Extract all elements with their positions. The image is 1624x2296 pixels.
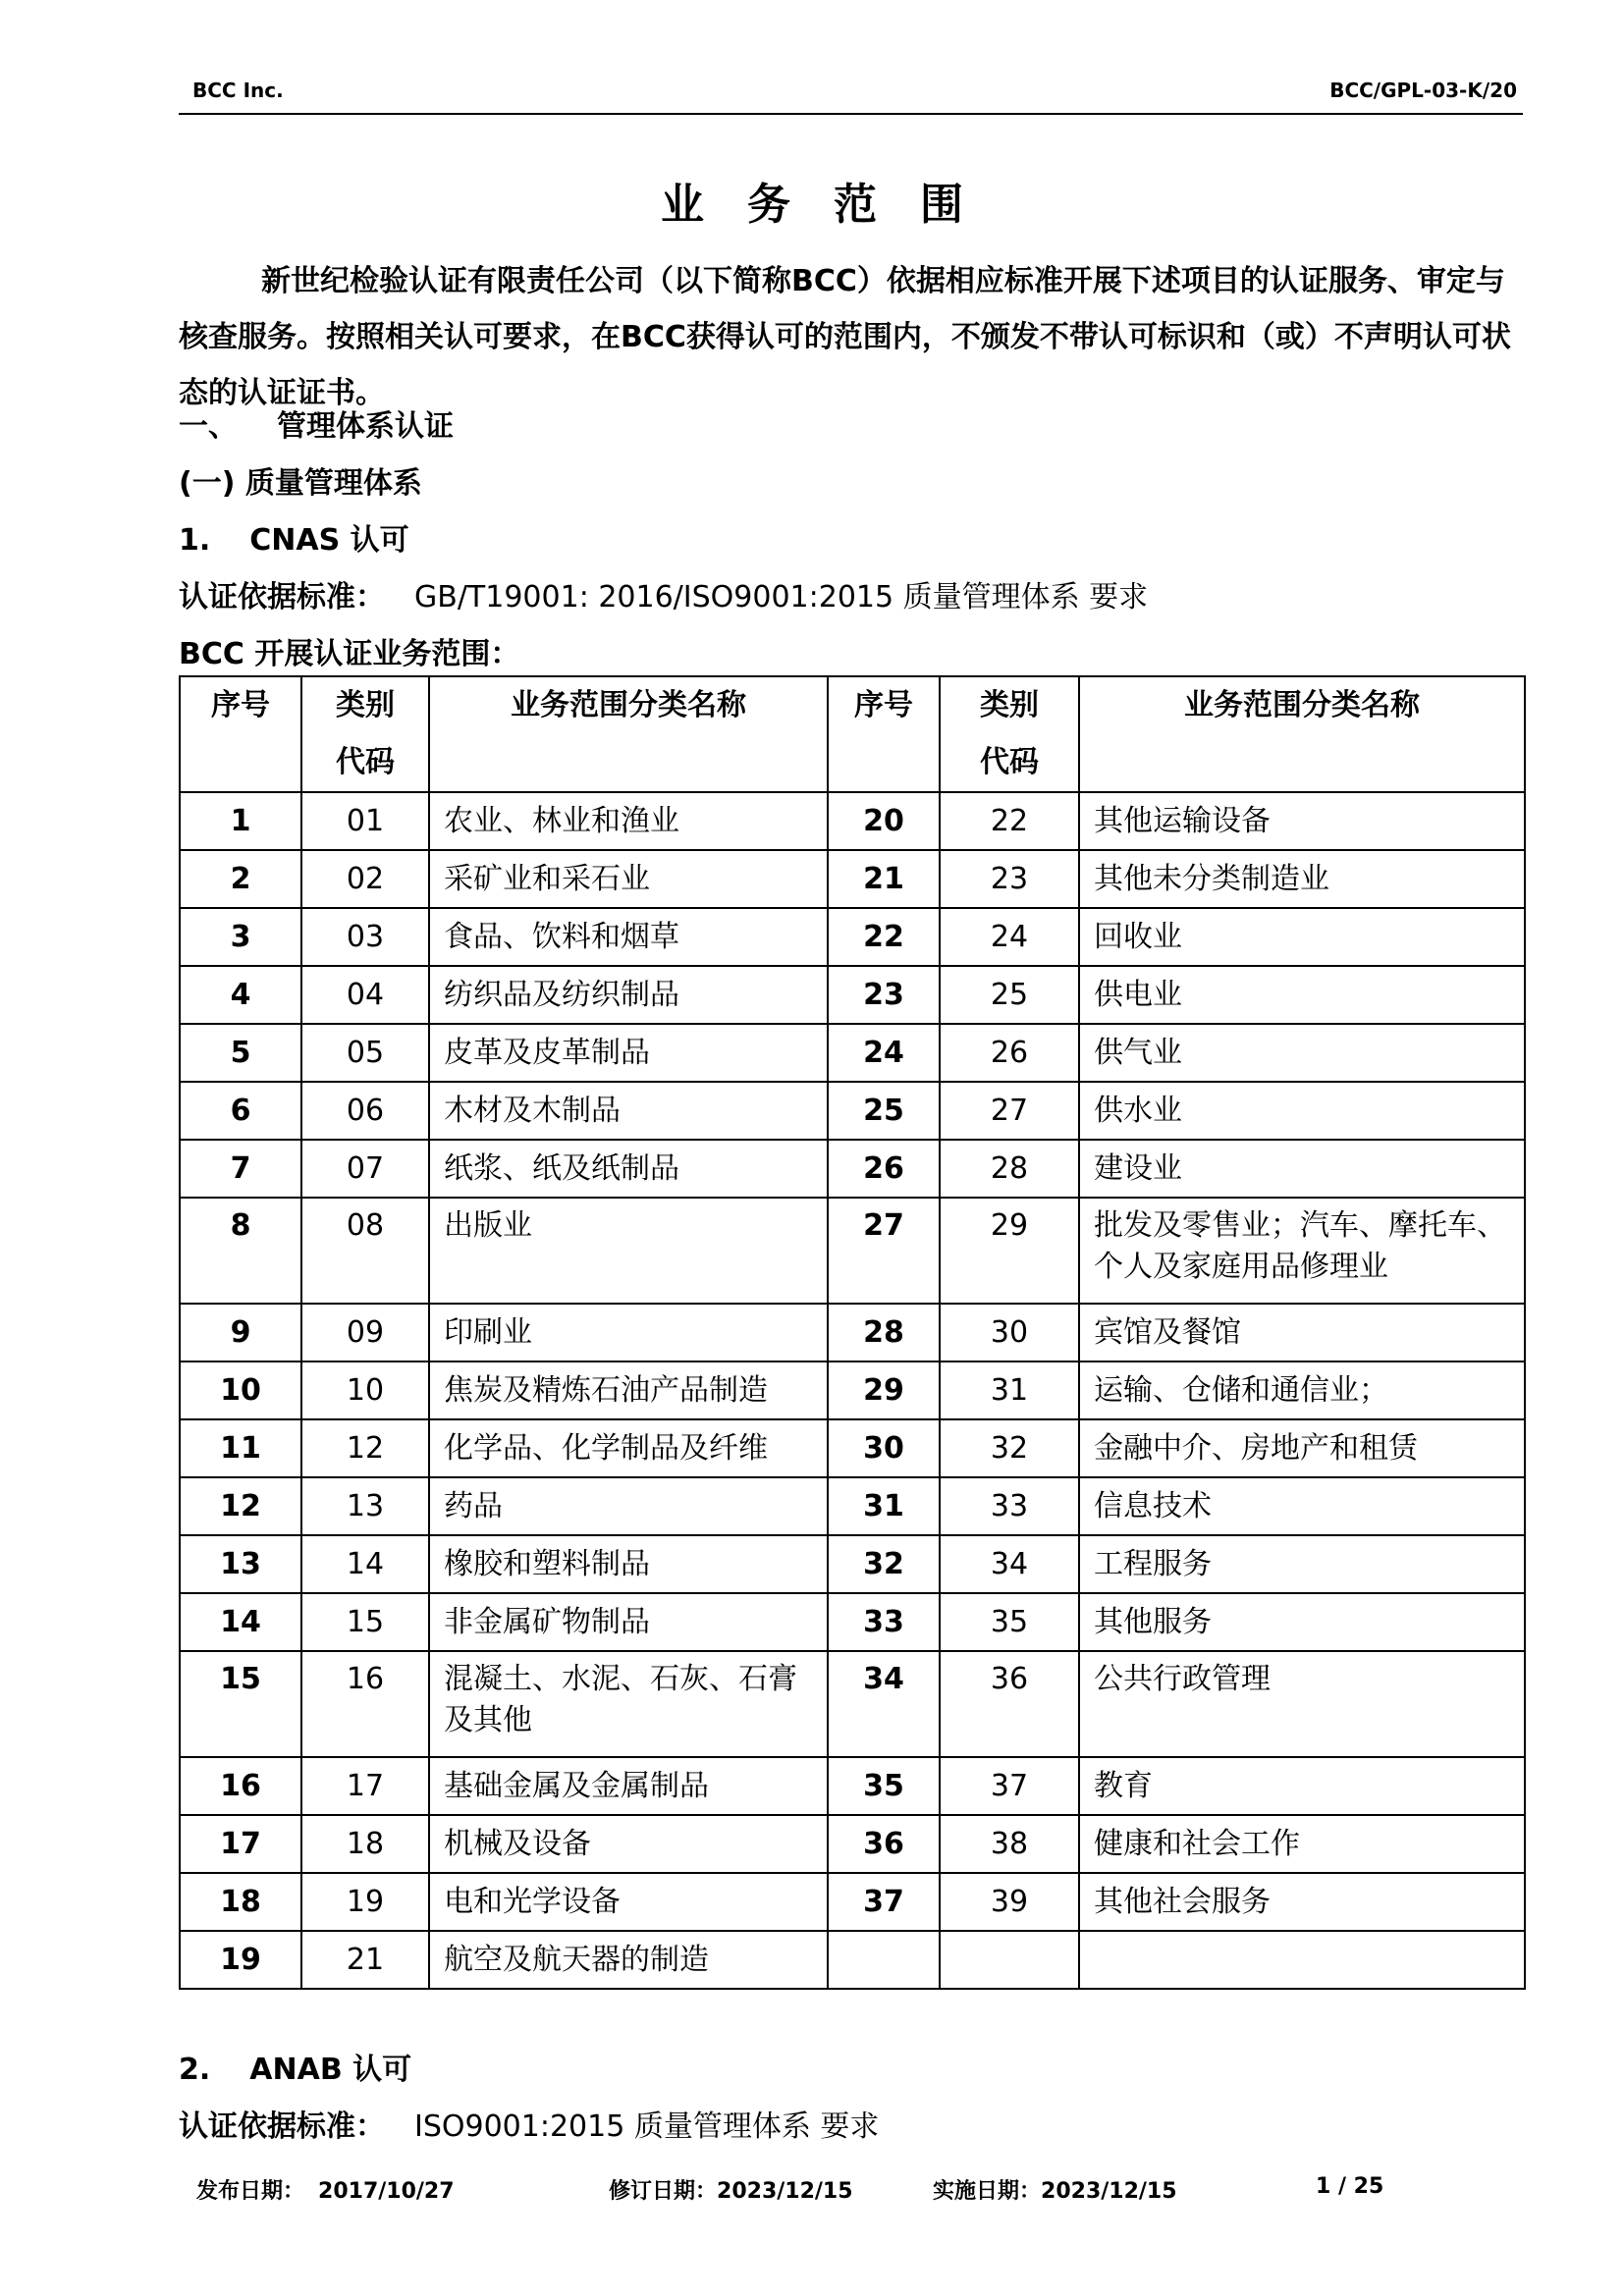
row-name: 其他社会服务 — [1079, 1873, 1525, 1931]
table-row — [180, 966, 1525, 1024]
row-name: 出版业 — [429, 1198, 828, 1304]
row-seq: 26 — [828, 1140, 940, 1198]
row-name: 其他服务 — [1079, 1593, 1525, 1651]
table-row — [180, 1140, 1525, 1198]
row-name: 教育 — [1079, 1757, 1525, 1815]
table-header-row — [180, 676, 1525, 792]
item-title: ANAB 认可 — [249, 2053, 412, 2087]
row-seq: 5 — [180, 1024, 301, 1082]
row-seq: 36 — [828, 1815, 940, 1873]
row-seq: 22 — [828, 908, 940, 966]
header-seq: 序号 — [180, 676, 301, 792]
row-name: 焦炭及精炼石油产品制造 — [429, 1362, 828, 1419]
row-name: 食品、饮料和烟草 — [429, 908, 828, 966]
row-code: 19 — [301, 1873, 429, 1931]
row-seq: 8 — [180, 1198, 301, 1304]
subsection-heading: (一) 质量管理体系 — [179, 466, 422, 501]
footer-page-number: 1 / 25 — [1316, 2174, 1384, 2199]
row-seq: 34 — [828, 1651, 940, 1757]
row-name: 供气业 — [1079, 1024, 1525, 1082]
standard-basis-2 — [179, 2102, 879, 2145]
row-seq: 13 — [180, 1535, 301, 1593]
row-seq: 37 — [828, 1873, 940, 1931]
table-row — [180, 1535, 1525, 1593]
row-seq: 9 — [180, 1304, 301, 1362]
row-code — [940, 1931, 1079, 1989]
row-code: 37 — [940, 1757, 1079, 1815]
row-seq: 11 — [180, 1419, 301, 1477]
section-number: 一、 — [179, 409, 238, 444]
row-code: 27 — [940, 1082, 1079, 1140]
row-seq: 10 — [180, 1362, 301, 1419]
row-seq: 18 — [180, 1873, 301, 1931]
table-row — [180, 1198, 1525, 1304]
header-name: 业务范围分类名称 — [429, 676, 828, 792]
row-seq: 12 — [180, 1477, 301, 1535]
row-name: 电和光学设备 — [429, 1873, 828, 1931]
row-code: 04 — [301, 966, 429, 1024]
row-name: 木材及木制品 — [429, 1082, 828, 1140]
row-seq: 35 — [828, 1757, 940, 1815]
scope-table — [179, 675, 1526, 1990]
row-seq: 3 — [180, 908, 301, 966]
table-row — [180, 1931, 1525, 1989]
row-name: 橡胶和塑料制品 — [429, 1535, 828, 1593]
row-code: 39 — [940, 1873, 1079, 1931]
section-heading-1 — [179, 401, 454, 445]
row-name: 航空及航天器的制造 — [429, 1931, 828, 1989]
row-code: 15 — [301, 1593, 429, 1651]
row-code: 32 — [940, 1419, 1079, 1477]
row-seq: 24 — [828, 1024, 940, 1082]
row-name: 公共行政管理 — [1079, 1651, 1525, 1757]
row-code: 06 — [301, 1082, 429, 1140]
row-name: 纺织品及纺织制品 — [429, 966, 828, 1024]
basis-label: 认证依据标准： — [179, 2109, 385, 2144]
row-seq: 30 — [828, 1419, 940, 1477]
row-name: 建设业 — [1079, 1140, 1525, 1198]
row-code: 23 — [940, 850, 1079, 908]
table-row — [180, 1757, 1525, 1815]
standard-basis-1 — [179, 572, 1148, 615]
row-code: 01 — [301, 792, 429, 850]
row-seq: 20 — [828, 792, 940, 850]
row-seq: 6 — [180, 1082, 301, 1140]
item-heading-1 — [179, 515, 409, 559]
table-row — [180, 1304, 1525, 1362]
footer-issue-date: 发布日期： 2017/10/27 — [196, 2179, 455, 2204]
row-seq: 32 — [828, 1535, 940, 1593]
row-code: 17 — [301, 1757, 429, 1815]
item-heading-2 — [179, 2045, 411, 2088]
header-seq: 序号 — [828, 676, 940, 792]
row-seq: 25 — [828, 1082, 940, 1140]
row-code: 13 — [301, 1477, 429, 1535]
row-seq — [828, 1931, 940, 1989]
header-divider — [179, 113, 1523, 115]
row-code: 12 — [301, 1419, 429, 1477]
table-row — [180, 1873, 1525, 1931]
header-name: 业务范围分类名称 — [1079, 676, 1525, 792]
row-code: 09 — [301, 1304, 429, 1362]
row-name: 皮革及皮革制品 — [429, 1024, 828, 1082]
row-code: 33 — [940, 1477, 1079, 1535]
header-code: 类别 代码 — [301, 676, 429, 792]
row-seq: 33 — [828, 1593, 940, 1651]
row-seq: 27 — [828, 1198, 940, 1304]
row-code: 30 — [940, 1304, 1079, 1362]
item-title: CNAS 认可 — [249, 523, 409, 558]
table-row — [180, 1651, 1525, 1757]
row-seq: 14 — [180, 1593, 301, 1651]
header-code: 类别 代码 — [940, 676, 1079, 792]
row-name: 混凝土、水泥、石灰、石膏及其他 — [429, 1651, 828, 1757]
row-name: 健康和社会工作 — [1079, 1815, 1525, 1873]
intro-paragraph: 新世纪检验认证有限责任公司（以下简称BCC）依据相应标准开展下述项目的认证服务、审定与核查服务。按照相关认可要求，在BCC获得认可的范围内，不颁发不带认可标识和（或）不声明认可状态的认证证书。 — [179, 264, 1511, 410]
row-seq: 17 — [180, 1815, 301, 1873]
row-seq: 21 — [828, 850, 940, 908]
row-code: 38 — [940, 1815, 1079, 1873]
basis-label: 认证依据标准： — [179, 580, 385, 614]
row-code: 18 — [301, 1815, 429, 1873]
header-doc-code: BCC/GPL-03-K/20 — [1329, 79, 1517, 102]
row-seq: 7 — [180, 1140, 301, 1198]
row-code: 08 — [301, 1198, 429, 1304]
row-name: 农业、林业和渔业 — [429, 792, 828, 850]
row-name — [1079, 1931, 1525, 1989]
row-code: 24 — [940, 908, 1079, 966]
section-title: 管理体系认证 — [277, 409, 454, 444]
table-row — [180, 1362, 1525, 1419]
table-row — [180, 1082, 1525, 1140]
item-number: 1. — [179, 523, 211, 558]
row-name: 其他未分类制造业 — [1079, 850, 1525, 908]
row-seq: 31 — [828, 1477, 940, 1535]
row-name: 纸浆、纸及纸制品 — [429, 1140, 828, 1198]
table-row — [180, 792, 1525, 850]
table-row — [180, 1477, 1525, 1535]
row-code: 03 — [301, 908, 429, 966]
row-name: 批发及零售业；汽车、摩托车、个人及家庭用品修理业 — [1079, 1198, 1525, 1304]
row-code: 34 — [940, 1535, 1079, 1593]
row-seq: 15 — [180, 1651, 301, 1757]
row-code: 22 — [940, 792, 1079, 850]
row-seq: 23 — [828, 966, 940, 1024]
row-code: 05 — [301, 1024, 429, 1082]
table-row — [180, 908, 1525, 966]
scope-label: BCC 开展认证业务范围： — [179, 637, 520, 671]
row-seq: 1 — [180, 792, 301, 850]
row-name: 信息技术 — [1079, 1477, 1525, 1535]
header-company: BCC Inc. — [192, 79, 284, 102]
row-name: 供水业 — [1079, 1082, 1525, 1140]
table-row — [180, 1593, 1525, 1651]
row-seq: 19 — [180, 1931, 301, 1989]
table-row — [180, 850, 1525, 908]
basis-value: ISO9001:2015 质量管理体系 要求 — [414, 2109, 880, 2144]
basis-value: GB/T19001: 2016/ISO9001:2015 质量管理体系 要求 — [414, 580, 1149, 614]
row-code: 10 — [301, 1362, 429, 1419]
row-name: 回收业 — [1079, 908, 1525, 966]
page-title: 业务范围 — [661, 180, 1006, 230]
row-name: 其他运输设备 — [1079, 792, 1525, 850]
row-name: 金融中介、房地产和租赁 — [1079, 1419, 1525, 1477]
row-code: 35 — [940, 1593, 1079, 1651]
row-name: 基础金属及金属制品 — [429, 1757, 828, 1815]
row-name: 药品 — [429, 1477, 828, 1535]
row-name: 非金属矿物制品 — [429, 1593, 828, 1651]
row-name: 供电业 — [1079, 966, 1525, 1024]
table-row — [180, 1815, 1525, 1873]
footer-effective-date: 实施日期：2023/12/15 — [933, 2179, 1177, 2204]
row-seq: 2 — [180, 850, 301, 908]
row-code: 14 — [301, 1535, 429, 1593]
item-number: 2. — [179, 2053, 211, 2087]
row-code: 31 — [940, 1362, 1079, 1419]
row-code: 25 — [940, 966, 1079, 1024]
row-name: 机械及设备 — [429, 1815, 828, 1873]
row-seq: 4 — [180, 966, 301, 1024]
row-name: 化学品、化学制品及纤维 — [429, 1419, 828, 1477]
row-name: 宾馆及餐馆 — [1079, 1304, 1525, 1362]
row-seq: 16 — [180, 1757, 301, 1815]
row-name: 采矿业和采石业 — [429, 850, 828, 908]
row-code: 28 — [940, 1140, 1079, 1198]
row-code: 26 — [940, 1024, 1079, 1082]
row-code: 36 — [940, 1651, 1079, 1757]
row-code: 29 — [940, 1198, 1079, 1304]
row-code: 07 — [301, 1140, 429, 1198]
row-code: 16 — [301, 1651, 429, 1757]
row-name: 印刷业 — [429, 1304, 828, 1362]
table-row — [180, 1419, 1525, 1477]
row-name: 工程服务 — [1079, 1535, 1525, 1593]
table-row — [180, 1024, 1525, 1082]
row-code: 21 — [301, 1931, 429, 1989]
row-name: 运输、仓储和通信业； — [1079, 1362, 1525, 1419]
footer-revise-date: 修订日期：2023/12/15 — [609, 2179, 853, 2204]
row-seq: 29 — [828, 1362, 940, 1419]
row-code: 02 — [301, 850, 429, 908]
row-seq: 28 — [828, 1304, 940, 1362]
